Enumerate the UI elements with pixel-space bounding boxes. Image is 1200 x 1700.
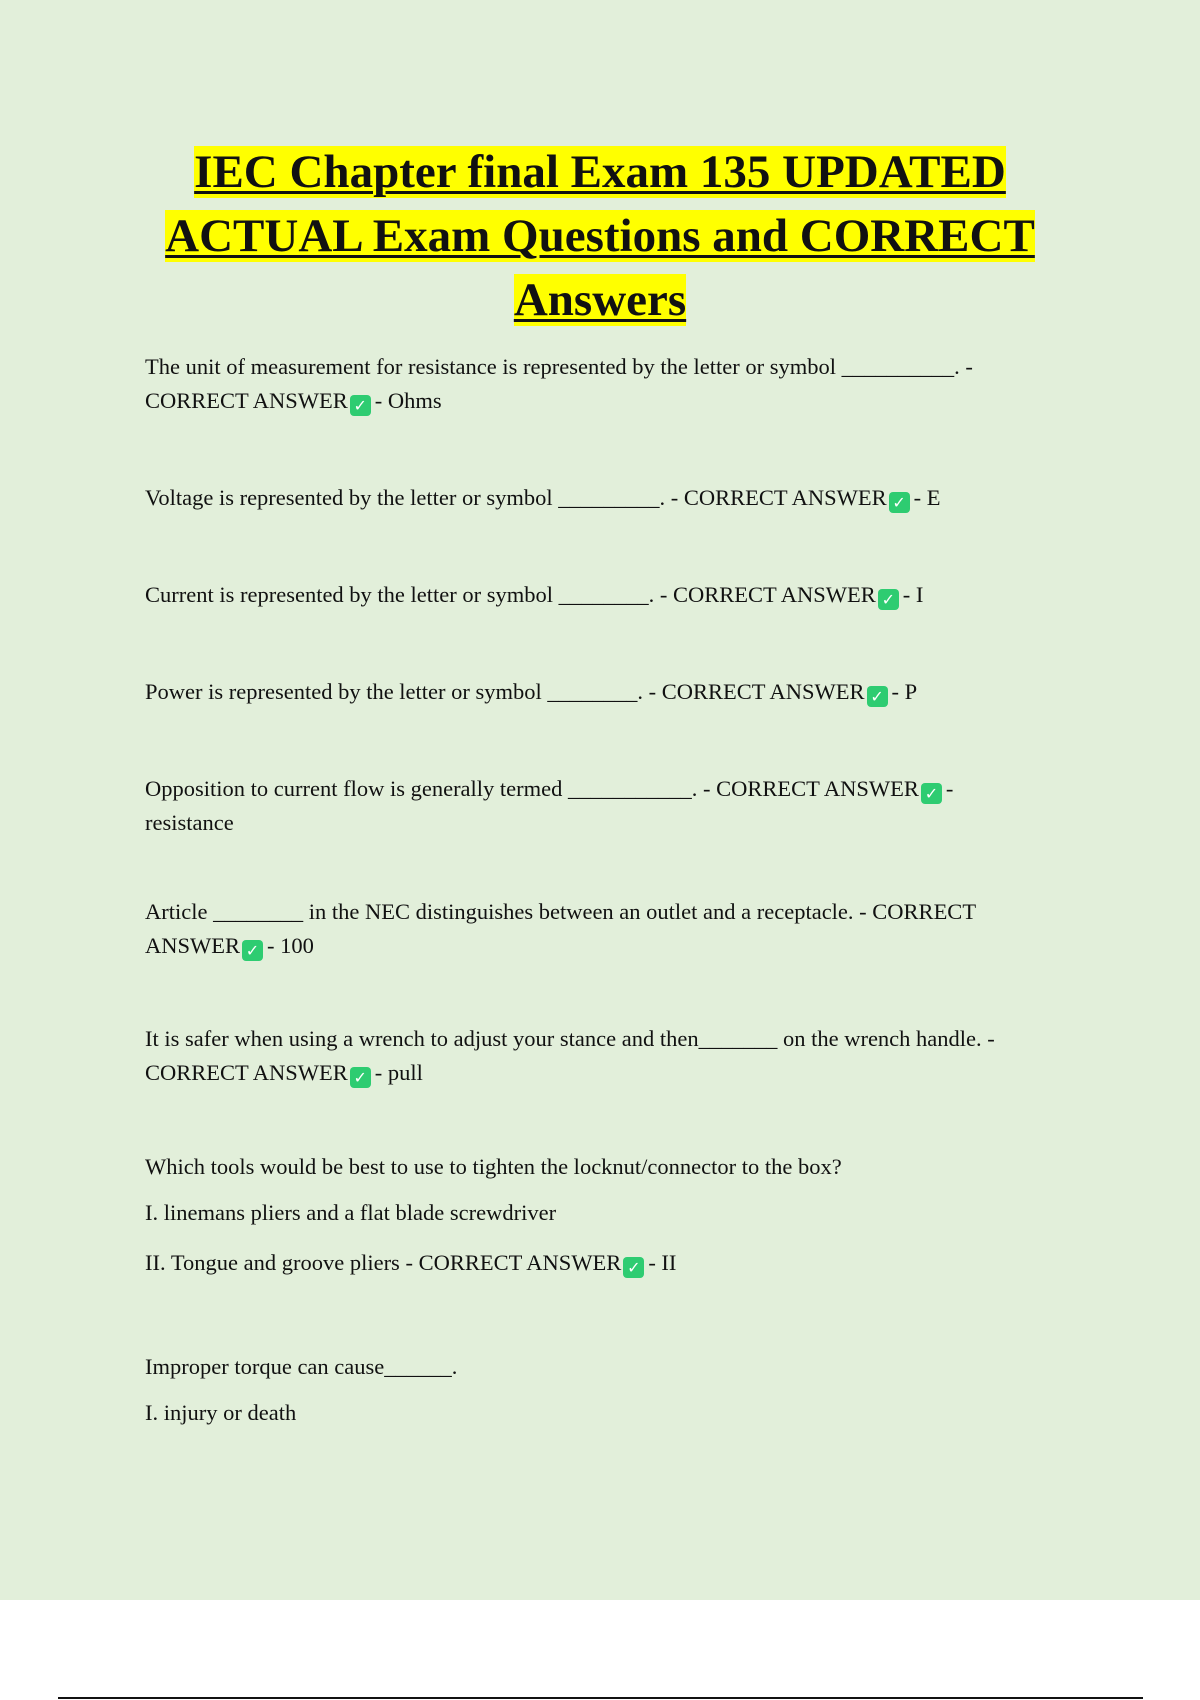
question-text: Which tools would be best to use to tighten the locknut/connector to the box? <box>145 1154 842 1179</box>
question-item <box>145 481 1065 515</box>
answer-text: - 100 <box>267 933 314 958</box>
answer-marker: CORRECT ANSWER <box>145 388 348 413</box>
document-title-text: IEC Chapter final Exam 135 UPDATED ACTUAL Exam Questions and CORRECT Answers <box>165 146 1035 326</box>
answer-marker: CORRECT ANSWER <box>418 1250 622 1275</box>
answer-text: - E <box>913 485 941 510</box>
question-text: It is safer when using a wrench to adjust your stance and then_______ on the wrench handle. - <box>145 1026 995 1051</box>
option-text: I. injury or death <box>145 1400 297 1425</box>
option-text: II. Tongue and groove pliers - <box>145 1250 419 1275</box>
question-item <box>145 675 1065 709</box>
question-item <box>145 578 1065 612</box>
question-text: Opposition to current flow is generally termed ___________. - <box>145 776 717 801</box>
question-item <box>145 772 1025 840</box>
answer-marker: CORRECT ANSWER <box>716 776 919 801</box>
check-mark-icon: ✓ <box>350 1067 371 1088</box>
question-text: The unit of measurement for resistance is represented by the letter or symbol __________. - <box>145 354 973 379</box>
check-mark-icon: ✓ <box>921 783 942 804</box>
question-item <box>145 1022 1065 1090</box>
footer-divider <box>58 1697 1143 1699</box>
option-with-answer <box>145 1246 1065 1280</box>
check-mark-icon: ✓ <box>889 492 910 513</box>
answer-text: - pull <box>374 1060 423 1085</box>
question-item <box>145 895 1045 963</box>
document-title <box>120 140 1080 332</box>
answer-marker: CORRECT ANSWER <box>145 899 976 958</box>
check-mark-icon: ✓ <box>242 940 263 961</box>
answer-marker: CORRECT ANSWER <box>683 485 887 510</box>
question-item <box>145 1350 1065 1430</box>
answer-text: - Ohms <box>374 388 442 413</box>
answer-marker: CORRECT ANSWER <box>661 679 865 704</box>
question-item <box>145 1150 1065 1280</box>
option-text: I. linemans pliers and a flat blade screwdriver <box>145 1200 557 1225</box>
answer-text: - P <box>891 679 918 704</box>
answer-text: - II <box>648 1250 677 1275</box>
check-mark-icon: ✓ <box>623 1257 644 1278</box>
answer-marker: CORRECT ANSWER <box>673 582 876 607</box>
check-mark-icon: ✓ <box>867 686 888 707</box>
answer-text: - I <box>902 582 924 607</box>
question-text: Current is represented by the letter or symbol ________. - <box>145 582 674 607</box>
check-mark-icon: ✓ <box>878 589 899 610</box>
check-mark-icon: ✓ <box>350 395 371 416</box>
answer-marker: CORRECT ANSWER <box>145 1060 348 1085</box>
question-text: Improper torque can cause______. <box>145 1354 458 1379</box>
question-item <box>145 350 1045 418</box>
question-text: Voltage is represented by the letter or symbol _________. - <box>145 485 684 510</box>
answer-text: - resistance <box>145 776 954 835</box>
question-text: Article ________ in the NEC distinguishes between an outlet and a receptacle. - <box>145 899 873 924</box>
question-text: Power is represented by the letter or symbol ________. - <box>145 679 662 704</box>
